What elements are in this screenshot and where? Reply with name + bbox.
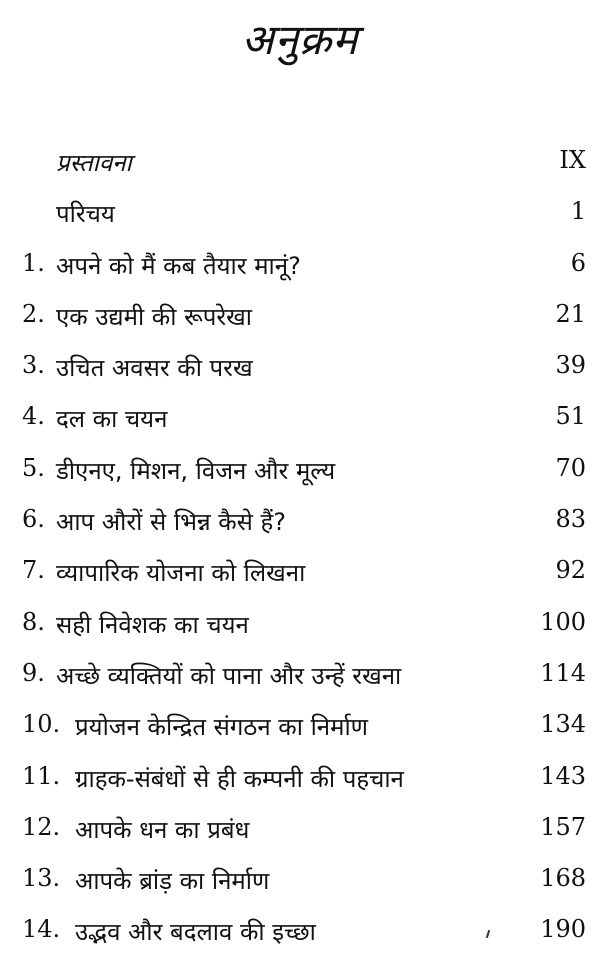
entry-number: 7. — [22, 556, 45, 585]
entry-number: 6. — [22, 505, 45, 534]
entry-page-number: 21 — [555, 299, 586, 328]
entry-number: 1. — [22, 248, 45, 277]
entry-number: 13. — [22, 864, 61, 893]
toc-entry-preface — [0, 140, 600, 191]
entry-label: अपने को मैं कब तैयार मानूं? — [56, 251, 301, 280]
entry-label: अच्छे व्यक्तियों को पाना और उन्हें रखना — [56, 661, 402, 690]
entry-label: सही निवेशक का चयन — [56, 610, 249, 639]
entry-label: आपके ब्रांड़ का निर्माण — [75, 867, 270, 896]
toc-entry-14 — [0, 909, 600, 960]
entry-label: उचित अवसर की परख — [56, 354, 253, 383]
entry-label: ग्राहक-संबंधों से ही कम्पनी की पहचान — [75, 764, 404, 793]
entry-label: प्रस्तावना — [56, 149, 132, 177]
entry-label: उद्भव और बदलाव की इच्छा — [75, 918, 316, 947]
toc-entry-12 — [0, 807, 600, 858]
entry-page-number: 1 — [570, 197, 586, 226]
toc-entry-7 — [0, 550, 600, 601]
toc-entry-8 — [0, 602, 600, 653]
table-of-contents — [0, 140, 600, 961]
toc-entry-6 — [0, 499, 600, 550]
toc-entry-2 — [0, 294, 600, 345]
entry-page-number: 157 — [540, 812, 586, 841]
entry-page-number: 83 — [555, 505, 586, 534]
entry-page-number: 92 — [555, 556, 586, 585]
entry-page-number: 6 — [570, 248, 586, 277]
entry-label: आप औरों से भिन्न कैसे हैं? — [56, 508, 287, 537]
entry-label: प्रयोजन केन्द्रित संगठन का निर्माण — [75, 713, 369, 742]
entry-number: 10. — [22, 710, 61, 739]
entry-label: आपके धन का प्रबंध — [75, 815, 250, 844]
toc-entry-3 — [0, 345, 600, 396]
toc-entry-9 — [0, 653, 600, 704]
entry-page-number: 143 — [540, 761, 586, 790]
entry-page-number: 168 — [540, 864, 586, 893]
entry-label: दल का चयन — [56, 405, 168, 434]
entry-number: 9. — [22, 658, 45, 687]
toc-entry-10 — [0, 704, 600, 755]
entry-number: 12. — [22, 812, 61, 841]
entry-page-number: 190 — [540, 915, 586, 944]
toc-entry-4 — [0, 396, 600, 447]
entry-number: 2. — [22, 299, 45, 328]
entry-number: 3. — [22, 351, 45, 380]
entry-number: 8. — [22, 607, 45, 636]
entry-page-number: 51 — [555, 402, 586, 431]
entry-number: 4. — [22, 402, 45, 431]
entry-page-number: 70 — [555, 453, 586, 482]
entry-label: व्यापारिक योजना को लिखना — [56, 559, 306, 588]
toc-entry-13 — [0, 858, 600, 909]
entry-page-number: IX — [559, 146, 586, 174]
entry-page-number: 114 — [540, 658, 586, 687]
toc-entry-1 — [0, 243, 600, 294]
toc-entry-5 — [0, 448, 600, 499]
entry-number: 11. — [22, 761, 61, 790]
entry-label: परिचय — [56, 200, 115, 229]
entry-label: एक उद्यमी की रूपरेखा — [56, 302, 253, 331]
page-title: अनुक्रम — [241, 15, 359, 64]
entry-number: 5. — [22, 453, 45, 482]
entry-label: डीएनए, मिशन, विजन और मूल्य — [56, 456, 336, 485]
entry-page-number: 39 — [555, 351, 586, 380]
toc-entry-11 — [0, 756, 600, 807]
entry-number: 14. — [22, 915, 61, 944]
entry-page-number: 134 — [540, 710, 586, 739]
toc-entry-introduction — [0, 191, 600, 242]
entry-page-number: 100 — [540, 607, 586, 636]
